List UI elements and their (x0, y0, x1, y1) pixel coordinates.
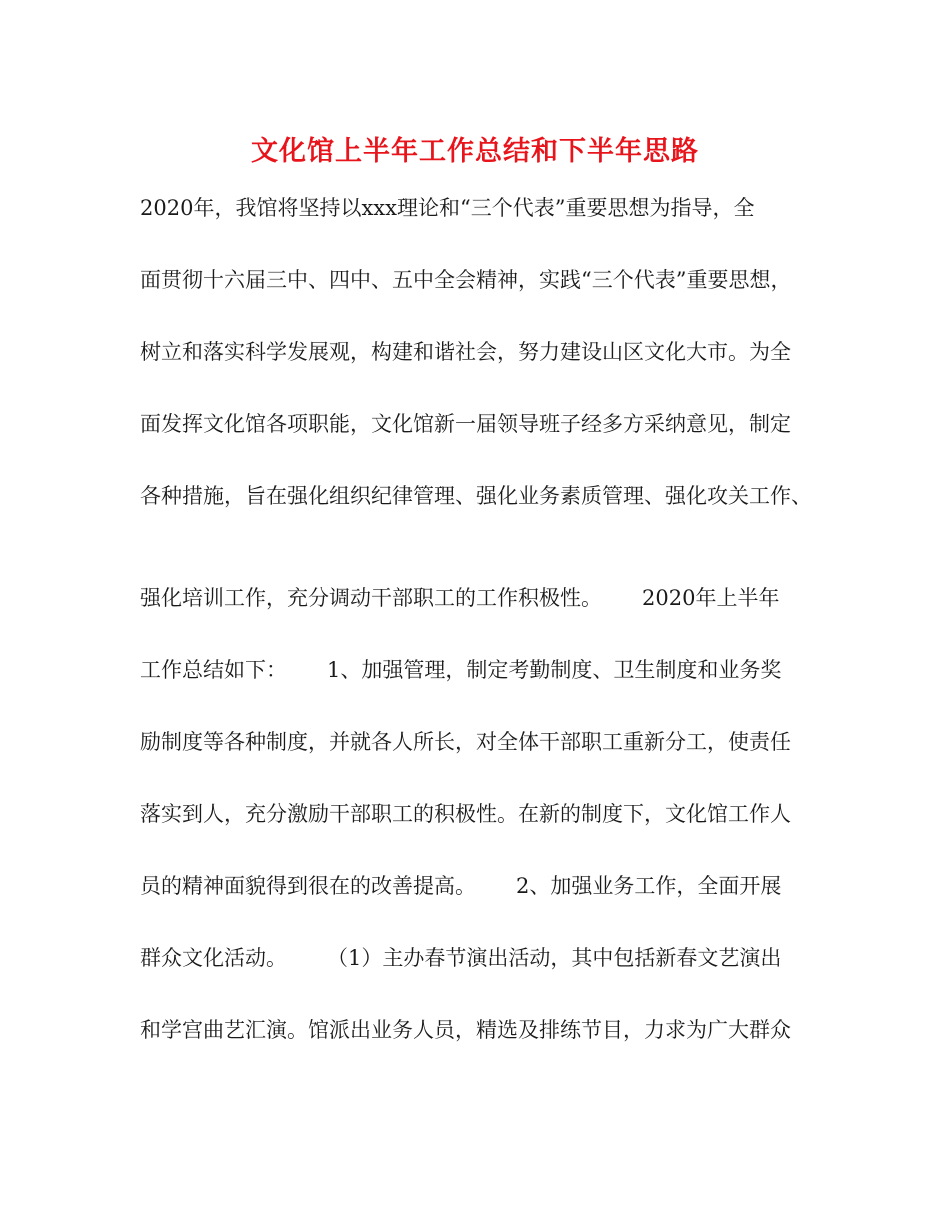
body-line-10: 员的精神面貌得到很在的改善提高。 2、加强业务工作，全面开展 (140, 874, 782, 898)
body-line-11: 群众文化活动。 （1）主办春节演出活动，其中包括新春文艺演出 (140, 946, 782, 970)
body-line-3: 树立和落实科学发展观，构建和谐社会，努力建设山区文化大市。为全 (140, 340, 791, 364)
body-line-9: 落实到人，充分激励干部职工的积极性。在新的制度下，文化馆工作人 (140, 802, 791, 826)
body-line-2: 面贯彻十六届三中、四中、五中全会精神，实践“三个代表”重要思想， (140, 268, 792, 292)
body-line-5: 各种措施，旨在强化组织纪律管理、强化业务素质管理、强化攻关工作、 (140, 484, 812, 508)
document-title: 文化馆上半年工作总结和下半年思路 (251, 136, 699, 167)
body-line-1: 2020年，我馆将坚持以xxx理论和“三个代表”重要思想为指导，全 (140, 196, 755, 220)
body-line-6: 强化培训工作，充分调动干部职工的工作积极性。 2020年上半年 (140, 586, 780, 610)
body-line-7: 工作总结如下： 1、加强管理，制定考勤制度、卫生制度和业务奖 (140, 658, 782, 682)
body-line-4: 面发挥文化馆各项职能，文化馆新一届领导班子经多方采纳意见，制定 (140, 412, 791, 436)
body-line-12: 和学宫曲艺汇演。馆派出业务人员，精选及排练节目，力求为广大群众 (140, 1018, 791, 1042)
body-line-8: 励制度等各种制度，并就各人所长，对全体干部职工重新分工，使责任 (140, 730, 791, 754)
